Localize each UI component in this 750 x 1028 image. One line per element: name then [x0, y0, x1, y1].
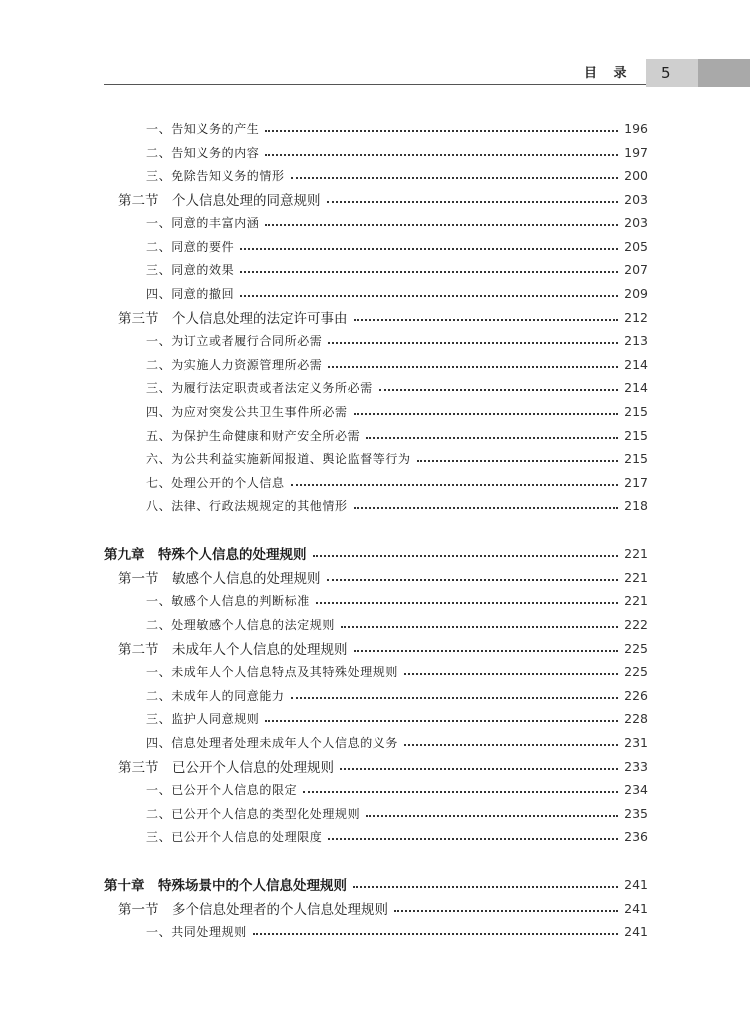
toc-entry-page: 228	[624, 710, 648, 726]
dot-leader	[379, 389, 618, 391]
toc-entry-title: 六、为公共利益实施新闻报道、舆论监督等行为	[146, 451, 411, 466]
toc-item[interactable]	[146, 353, 648, 375]
toc-item[interactable]	[146, 778, 648, 800]
toc-entry-page: 241	[624, 876, 648, 892]
dot-leader	[291, 484, 618, 486]
toc-item[interactable]	[146, 211, 648, 233]
toc-item[interactable]	[146, 613, 648, 635]
toc-entry-page: 225	[624, 663, 648, 679]
toc-entry-page: 225	[624, 640, 648, 656]
toc-entry-title: 三、同意的效果	[146, 262, 235, 277]
dot-leader	[265, 224, 618, 226]
toc-section[interactable]	[118, 188, 648, 210]
dot-leader	[417, 460, 618, 462]
toc-entry-page: 215	[624, 403, 648, 419]
dot-leader	[354, 507, 618, 509]
toc-entry-title: 二、同意的要件	[146, 239, 235, 254]
toc-entry-page: 215	[624, 427, 648, 443]
dot-leader	[265, 130, 618, 132]
toc-entry-title: 一、敏感个人信息的判断标准	[146, 593, 310, 608]
dot-leader	[366, 815, 618, 817]
dot-leader	[240, 248, 618, 250]
dot-leader	[353, 886, 618, 888]
toc-entry-title: 八、法律、行政法规规定的其他情形	[146, 498, 348, 513]
toc-entry-page: 217	[624, 474, 648, 490]
toc-chapter[interactable]	[104, 542, 648, 564]
toc-entry-page: 233	[624, 758, 648, 774]
toc-entry-page: 196	[624, 120, 648, 136]
toc-item[interactable]	[146, 117, 648, 139]
toc-section[interactable]	[118, 637, 648, 659]
toc-entry-page: 214	[624, 379, 648, 395]
toc-entry-title: 二、未成年人的同意能力	[146, 688, 285, 703]
toc-entry-page: 213	[624, 332, 648, 348]
dot-leader	[354, 413, 618, 415]
toc-item[interactable]	[146, 424, 648, 446]
dot-leader	[328, 342, 618, 344]
toc-entry-page: 205	[624, 238, 648, 254]
dot-leader	[291, 177, 618, 179]
toc-item[interactable]	[146, 494, 648, 516]
toc-entry-title: 一、为订立或者履行合同所必需	[146, 333, 323, 348]
toc-chapter[interactable]	[104, 873, 648, 895]
dot-leader	[328, 838, 618, 840]
dot-leader	[253, 933, 618, 935]
dot-leader	[340, 768, 618, 770]
toc-entry-title: 第二节 个人信息处理的同意规则	[118, 193, 321, 209]
toc-entry-page: 212	[624, 309, 648, 325]
toc-section[interactable]	[118, 566, 648, 588]
toc-item[interactable]	[146, 447, 648, 469]
toc-entry-title: 三、监护人同意规则	[146, 711, 260, 726]
dot-leader	[394, 910, 618, 912]
toc-entry-title: 三、免除告知义务的情形	[146, 168, 285, 183]
toc-item[interactable]	[146, 684, 648, 706]
toc-entry-title: 一、已公开个人信息的限定	[146, 782, 298, 797]
toc-item[interactable]	[146, 825, 648, 847]
toc-entry-page: 197	[624, 144, 648, 160]
dot-leader	[265, 720, 618, 722]
toc-item[interactable]	[146, 589, 648, 611]
dot-leader	[313, 555, 619, 557]
dot-leader	[354, 650, 619, 652]
toc-item[interactable]	[146, 707, 648, 729]
toc-entry-title: 二、已公开个人信息的类型化处理规则	[146, 806, 361, 821]
toc-item[interactable]	[146, 400, 648, 422]
toc-entry-page: 221	[624, 569, 648, 585]
toc-entry-title: 五、为保护生命健康和财产安全所必需	[146, 428, 361, 443]
toc-item[interactable]	[146, 920, 648, 942]
toc-entry-title: 一、共同处理规则	[146, 924, 247, 939]
toc-entry-title: 二、告知义务的内容	[146, 145, 260, 160]
toc-item[interactable]	[146, 141, 648, 163]
toc-entry-page: 203	[624, 214, 648, 230]
page-number: 5	[661, 64, 671, 82]
dot-leader	[404, 744, 618, 746]
toc-entry-page: 241	[624, 900, 648, 916]
toc-entry-title: 七、处理公开的个人信息	[146, 475, 285, 490]
dot-leader	[316, 602, 618, 604]
toc-entry-title: 三、为履行法定职责或者法定义务所必需	[146, 380, 373, 395]
dot-leader	[303, 791, 618, 793]
toc-entry-page: 226	[624, 687, 648, 703]
toc-entry-page: 203	[624, 191, 648, 207]
toc-entry-title: 第一节 敏感个人信息的处理规则	[118, 571, 321, 587]
toc-entry-page: 218	[624, 497, 648, 513]
toc-entry-page: 200	[624, 167, 648, 183]
toc-entry-title: 三、已公开个人信息的处理限度	[146, 829, 323, 844]
dot-leader	[404, 673, 618, 675]
toc-item[interactable]	[146, 471, 648, 493]
toc-entry-title: 第九章 特殊个人信息的处理规则	[104, 547, 307, 563]
toc-entry-page: 235	[624, 805, 648, 821]
toc-item[interactable]	[146, 731, 648, 753]
dot-leader	[240, 271, 618, 273]
dot-leader	[327, 579, 619, 581]
toc-entry-page: 215	[624, 450, 648, 466]
toc-entry-page: 209	[624, 285, 648, 301]
dot-leader	[291, 697, 618, 699]
dot-leader	[240, 295, 618, 297]
toc-section[interactable]	[118, 755, 648, 777]
toc-entry-title: 第十章 特殊场景中的个人信息处理规则	[104, 878, 347, 894]
toc-entry-title: 一、同意的丰富内涵	[146, 215, 260, 230]
dot-leader	[366, 437, 618, 439]
toc-entry-title: 二、为实施人力资源管理所必需	[146, 357, 323, 372]
toc-item[interactable]	[146, 329, 648, 351]
toc-item[interactable]	[146, 802, 648, 824]
toc-entry-title: 四、同意的撤回	[146, 286, 235, 301]
toc-section[interactable]	[118, 897, 648, 919]
toc-entry-title: 第二节 未成年人个人信息的处理规则	[118, 642, 348, 658]
toc-section[interactable]	[118, 306, 648, 328]
dot-leader	[328, 366, 618, 368]
toc-entry-title: 四、为应对突发公共卫生事件所必需	[146, 404, 348, 419]
toc-item[interactable]	[146, 376, 648, 398]
toc-entry-title: 二、处理敏感个人信息的法定规则	[146, 617, 336, 632]
dot-leader	[327, 201, 619, 203]
toc-item[interactable]	[146, 282, 648, 304]
toc-entry-title: 第一节 多个信息处理者的个人信息处理规则	[118, 902, 388, 918]
toc-entry-page: 222	[624, 616, 648, 632]
header-label: 目 录	[584, 66, 633, 81]
toc-entry-page: 236	[624, 828, 648, 844]
toc-item[interactable]	[146, 660, 648, 682]
toc-entry-title: 第三节 已公开个人信息的处理规则	[118, 760, 334, 776]
toc-entry-page: 221	[624, 545, 648, 561]
toc-item[interactable]	[146, 235, 648, 257]
dot-leader	[265, 154, 618, 156]
toc-entry-title: 第三节 个人信息处理的法定许可事由	[118, 311, 348, 327]
toc-entry-title: 一、告知义务的产生	[146, 121, 260, 136]
toc-item[interactable]	[146, 164, 648, 186]
toc-entry-page: 231	[624, 734, 648, 750]
toc-entry-page: 234	[624, 781, 648, 797]
toc-entry-title: 四、信息处理者处理未成年人个人信息的义务	[146, 735, 399, 750]
dot-leader	[341, 626, 618, 628]
toc-entry-page: 214	[624, 356, 648, 372]
toc-entry-page: 207	[624, 261, 648, 277]
toc-entry-page: 241	[624, 923, 648, 939]
dot-leader	[354, 319, 619, 321]
toc-entry-page: 221	[624, 592, 648, 608]
toc-item[interactable]	[146, 258, 648, 280]
toc-entry-title: 一、未成年人个人信息特点及其特殊处理规则	[146, 664, 399, 679]
